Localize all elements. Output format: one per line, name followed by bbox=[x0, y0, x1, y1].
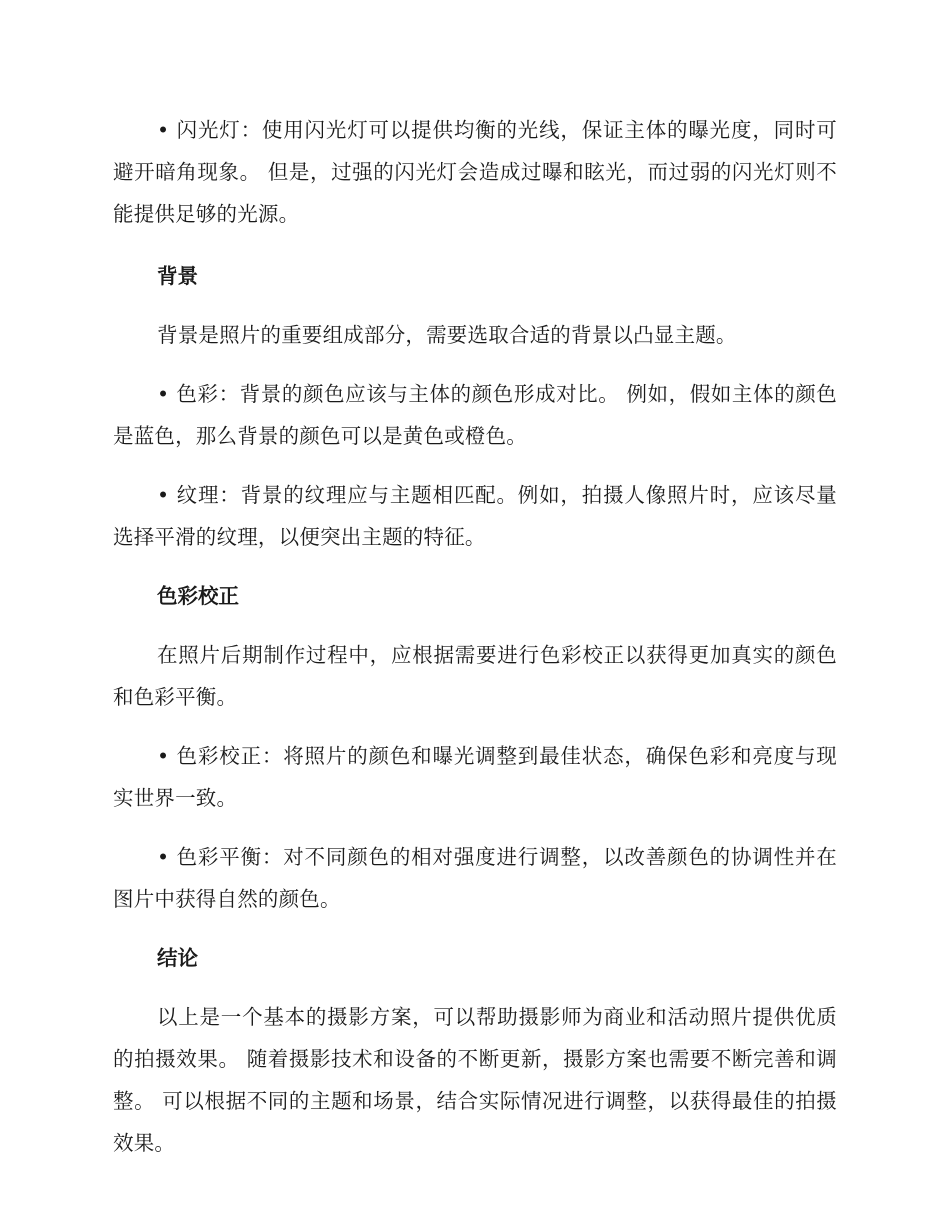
paragraph-background-intro: 背景是照片的重要组成部分，需要选取合适的背景以凸显主题。 bbox=[157, 323, 737, 347]
paragraph-background-texture: • 纹理：背景的纹理应与主题相匹配。例如，拍摄人像照片时，应该尽量选择平滑的纹理，以便突出主题的特征。 bbox=[113, 483, 837, 549]
paragraph-conclusion: 以上是一个基本的摄影方案，可以帮助摄影师为商业和活动照片提供优质的拍摄效果。 随着摄影技术和设备的不断更新，摄影方案也需要不断完善和调整。 可以根据不同的主题和场景，结合实际情况进行调整，以获得最佳的拍摄效果。 bbox=[113, 1005, 837, 1155]
paragraph-color-intro: 在照片后期制作过程中，应根据需要进行色彩校正以获得更加真实的颜色和色彩平衡。 bbox=[113, 643, 837, 709]
paragraph-color-correction: • 色彩校正：将照片的颜色和曝光调整到最佳状态，确保色彩和亮度与现实世界一致。 bbox=[113, 744, 837, 810]
heading-background: 背景 bbox=[157, 264, 198, 288]
heading-conclusion: 结论 bbox=[157, 946, 198, 970]
heading-color-correction: 色彩校正 bbox=[157, 584, 239, 608]
paragraph-background-color: • 色彩：背景的颜色应该与主体的颜色形成对比。 例如，假如主体的颜色是蓝色，那么背景的颜色可以是黄色或橙色。 bbox=[113, 382, 837, 448]
document-page bbox=[113, 109, 837, 1164]
paragraph-flash: • 闪光灯：使用闪光灯可以提供均衡的光线，保证主体的曝光度，同时可避开暗角现象。 但是，过强的闪光灯会造成过曝和眩光，而过弱的闪光灯则不能提供足够的光源。 bbox=[113, 118, 837, 226]
paragraph-color-balance: • 色彩平衡：对不同颜色的相对强度进行调整，以改善颜色的协调性并在图片中获得自然的颜色。 bbox=[113, 845, 837, 911]
